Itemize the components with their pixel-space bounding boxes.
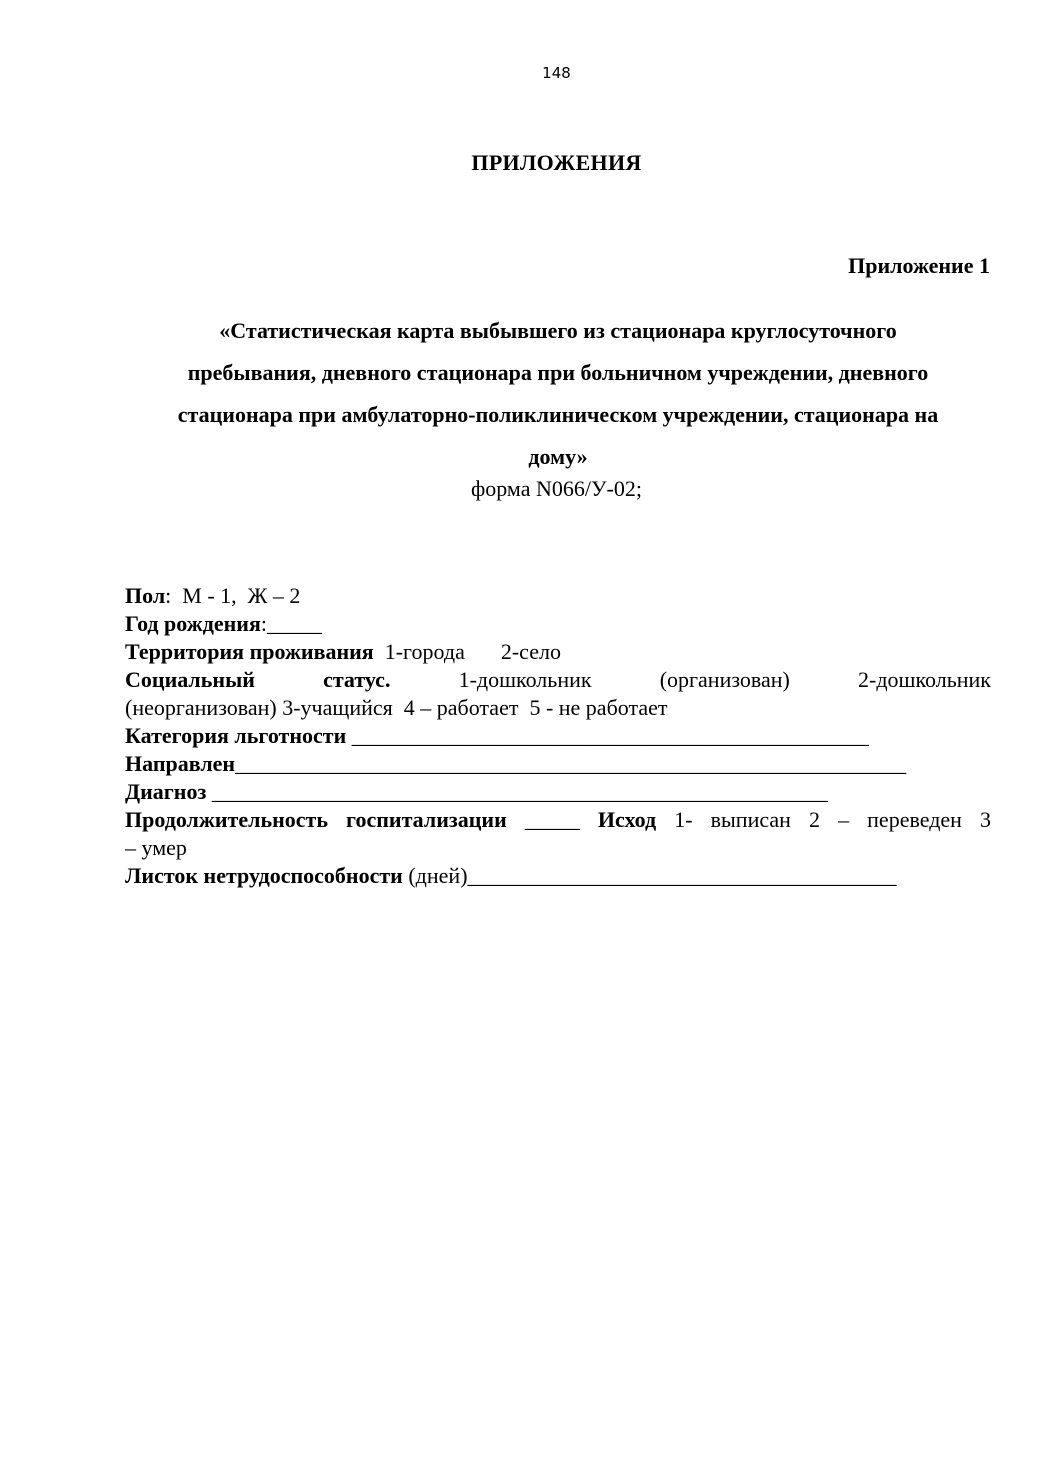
field-label: Социальный: [125, 667, 255, 692]
field-birth-year: [125, 610, 991, 638]
field-label: Диагноз: [125, 779, 207, 804]
field-blank: _______________________________________________: [346, 723, 869, 748]
field-option: 1- выписан 2 – переведен 3: [656, 807, 991, 832]
field-social-status-continued: (неорганизован) 3-учащийся 4 – работает 5 - не работает: [125, 695, 668, 720]
field-residence: [125, 638, 991, 666]
field-label: Направлен: [125, 751, 236, 776]
form-title-line: пребывания, дневного стационара при больничном учреждении, дневного: [187, 360, 929, 385]
field-label: Листок нетрудоспособности: [125, 863, 403, 888]
field-option: (организован): [659, 667, 790, 692]
field-benefit-category: [125, 722, 991, 750]
field-referred: [125, 750, 991, 778]
field-blank: _____: [506, 807, 598, 832]
field-label: Год рождения: [125, 611, 261, 636]
section-heading: ПРИЛОЖЕНИЯ: [471, 150, 642, 175]
field-option: 1-дошкольник: [458, 667, 592, 692]
form-fields: [125, 582, 991, 890]
field-sick-leave: [125, 862, 991, 890]
field-social-status: [125, 666, 991, 694]
field-blank: ________________________________________________________: [206, 779, 828, 804]
field-diagnosis: [125, 778, 991, 806]
form-title: [125, 310, 991, 478]
form-title-line: дому»: [528, 444, 588, 469]
form-code: форма N066/У-02;: [471, 476, 642, 501]
form-title-line: стационара при амбулаторно-поликлиническом учреждении, стационара на: [177, 402, 939, 427]
field-option: 2-дошкольник: [858, 667, 991, 692]
field-label: Пол: [125, 583, 166, 608]
appendix-label: Приложение 1: [848, 253, 990, 278]
field-hospitalization-continued: – умер: [125, 835, 187, 860]
field-value: : М - 1, Ж – 2: [165, 583, 301, 608]
field-label: Категория льготности: [125, 723, 347, 748]
field-hospitalization: [125, 806, 991, 834]
page-number: 148: [542, 64, 571, 82]
field-option: 1-города: [373, 639, 465, 664]
field-option: 2-село: [500, 639, 561, 664]
field-label: статус.: [323, 667, 391, 692]
field-sex: [125, 582, 991, 610]
field-label: Исход: [597, 807, 657, 832]
field-value: :_____: [260, 611, 322, 636]
field-blank: _____________________________________________________________: [235, 751, 907, 776]
field-label: Территория проживания: [125, 639, 374, 664]
field-label: Продолжительность госпитализации: [125, 807, 507, 832]
field-blank: (дней)_______________________________________: [402, 863, 897, 888]
form-title-line: «Статистическая карта выбывшего из стационара круглосуточного: [219, 318, 897, 343]
